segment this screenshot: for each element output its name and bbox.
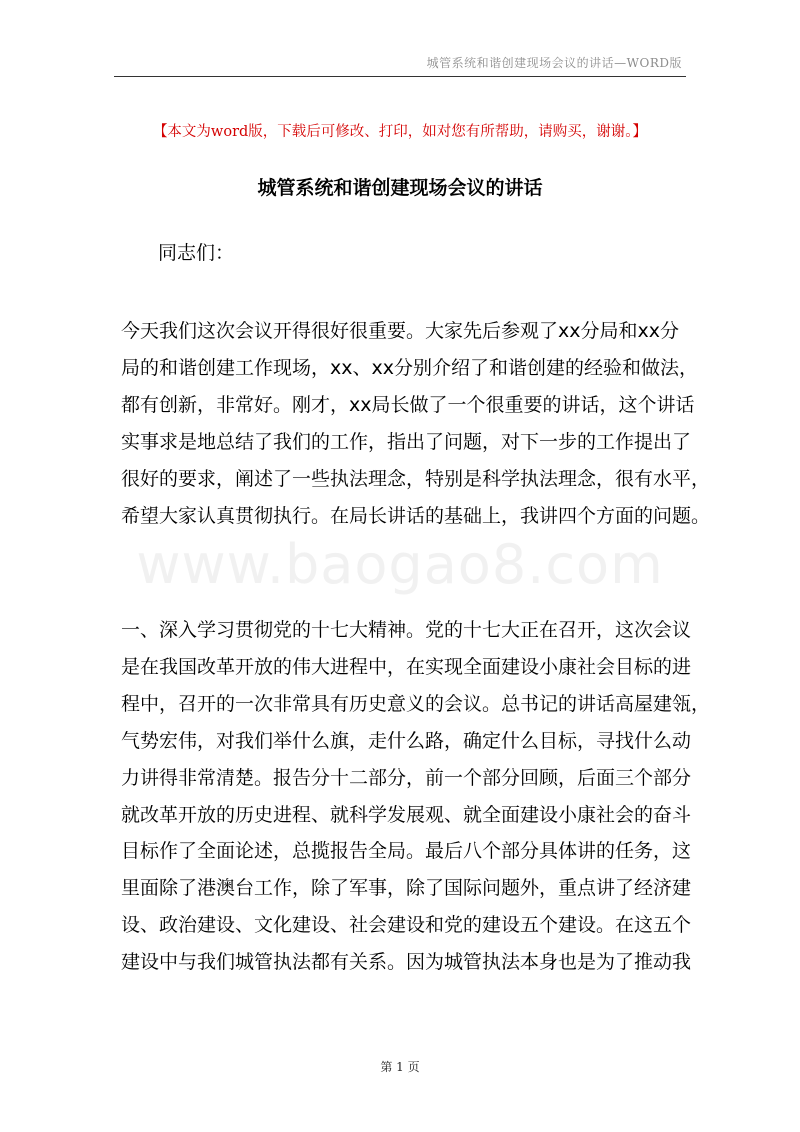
page-header-title: 城管系统和谐创建现场会议的讲话—WORD版 bbox=[426, 56, 682, 70]
paragraph-line: 力讲得非常清楚。报告分十二部分，前一个部分回顾，后面三个部分 bbox=[121, 766, 692, 789]
paragraph-2 bbox=[121, 612, 711, 981]
paragraph-line: 就改革开放的历史进程、就科学发展观、就全面建设小康社会的奋斗 bbox=[121, 803, 692, 826]
document-title: 城管系统和谐创建现场会议的讲话 bbox=[257, 177, 543, 199]
paragraph-line: 实事求是地总结了我们的工作，指出了问题，对下一步的工作提出了 bbox=[121, 430, 692, 453]
paragraph-line: 希望大家认真贯彻执行。在局长讲话的基础上，我讲四个方面的问题。 bbox=[121, 504, 711, 527]
paragraph-line: 目标作了全面论述，总揽报告全局。最后八个部分具体讲的任务，这 bbox=[121, 840, 692, 863]
salutation: 同志们： bbox=[158, 242, 235, 264]
paragraph-line: 设、政治建设、文化建设、社会建设和党的建设五个建设。在这五个 bbox=[121, 914, 692, 937]
paragraph-1 bbox=[121, 313, 711, 534]
paragraph-line: 里面除了港澳台工作，除了军事，除了国际问题外，重点讲了经济建 bbox=[121, 877, 692, 900]
paragraph-line: 程中，召开的一次非常具有历史意义的会议。总书记的讲话高屋建瓴， bbox=[121, 692, 711, 715]
paragraph-line: 建设中与我们城管执法都有关系。因为城管执法本身也是为了推动我 bbox=[121, 951, 692, 974]
paragraph-line: 局的和谐创建工作现场，xx、xx分别介绍了和谐创建的经验和做法， bbox=[121, 356, 698, 379]
download-notice: 【本文为word版，下载后可修改、打印，如对您有所帮助，请购买，谢谢。】 bbox=[152, 124, 648, 140]
paragraph-line: 是在我国改革开放的伟大进程中，在实现全面建设小康社会目标的进 bbox=[121, 655, 692, 678]
paragraph-line: 气势宏伟，对我们举什么旗，走什么路，确定什么目标，寻找什么动 bbox=[121, 729, 692, 752]
paragraph-line: 一、深入学习贯彻党的十七大精神。党的十七大正在召开，这次会议 bbox=[121, 619, 692, 641]
header-divider bbox=[114, 76, 686, 77]
watermark: www.baogao8.com bbox=[136, 533, 664, 596]
paragraph-line: 很好的要求，阐述了一些执法理念，特别是科学执法理念，很有水平， bbox=[121, 467, 711, 490]
page-number: 第 1 页 bbox=[380, 1060, 420, 1074]
paragraph-line: 今天我们这次会议开得很好很重要。大家先后参观了xx分局和xx分 bbox=[121, 320, 679, 342]
paragraph-line: 都有创新，非常好。刚才，xx局长做了一个很重要的讲话，这个讲话 bbox=[121, 393, 695, 416]
